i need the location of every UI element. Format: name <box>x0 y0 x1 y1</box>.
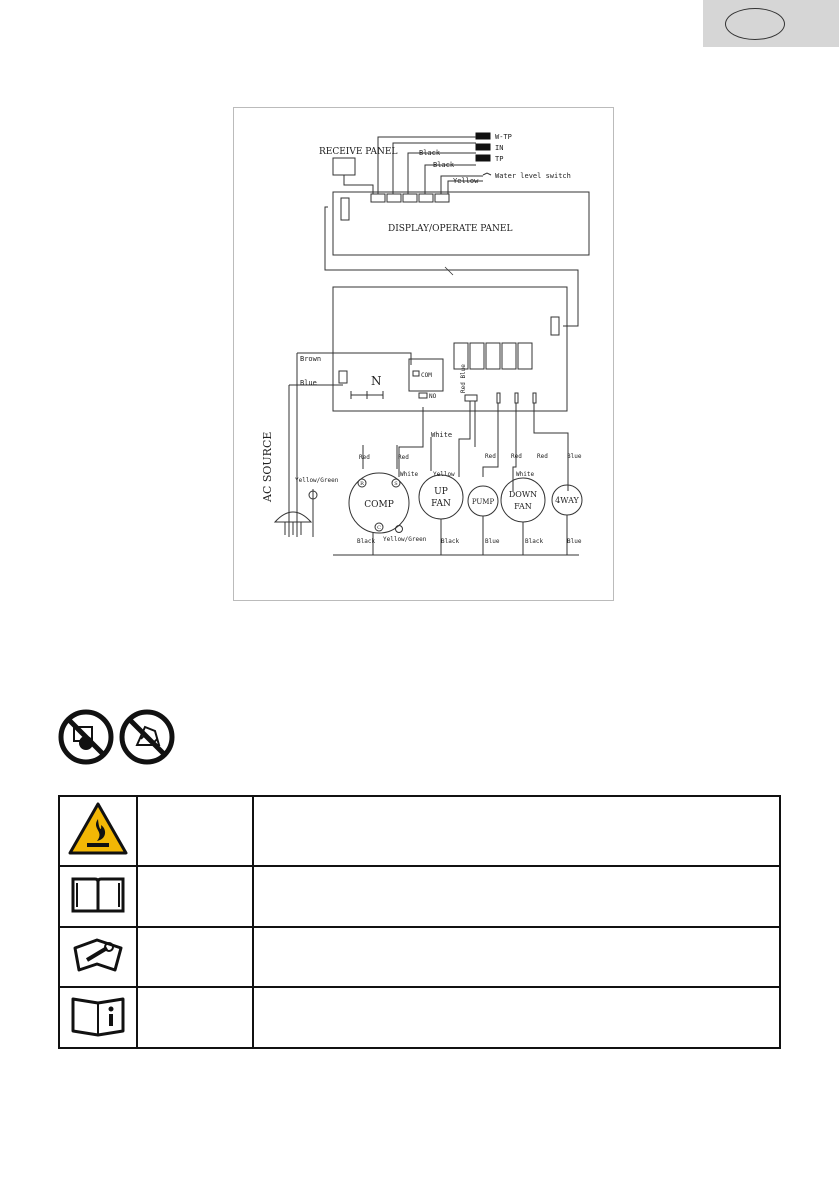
table-row <box>59 866 780 927</box>
wire-red-blue-relay: Red Blue <box>460 364 467 393</box>
language-tab <box>703 0 839 47</box>
symbol-description <box>253 796 780 866</box>
up-fan-label-2: FAN <box>431 499 451 509</box>
symbol-table <box>58 795 781 1049</box>
wire-yellow-top: Yellow <box>453 177 479 185</box>
wire-black-bottom-1: Black <box>357 538 376 545</box>
symbol-label <box>137 927 253 987</box>
up-fan-circle <box>419 475 463 519</box>
ac-source-label: AC SOURCE <box>261 431 274 502</box>
wire-white-down: White <box>516 471 535 478</box>
wire-black-1: Black <box>419 149 441 157</box>
wire-white-comp: White <box>400 471 419 478</box>
pump-label: PUMP <box>471 498 495 506</box>
comp-label: COMP <box>364 500 394 510</box>
wire-blue-bottom-2: Blue <box>567 538 582 545</box>
no-fire-hazard-icon <box>119 709 175 765</box>
sensor-label-tp: TP <box>495 155 504 163</box>
symbol-label <box>137 866 253 927</box>
symbol-label <box>137 987 253 1048</box>
language-oval <box>725 8 785 40</box>
symbol-description <box>253 927 780 987</box>
symbol-description <box>253 866 780 927</box>
read-manual-icon <box>69 873 127 915</box>
wire-brown: Brown <box>300 355 322 363</box>
symbol-description <box>253 987 780 1048</box>
comp-s: S <box>394 481 398 487</box>
wire-black-bottom-3: Black <box>525 538 544 545</box>
wire-blue-bottom-1: Blue <box>485 538 500 545</box>
terminal-n: N <box>371 374 382 388</box>
table-row <box>59 927 780 987</box>
wire-red-comp: Red <box>359 454 370 461</box>
wire-red-pump: Red <box>485 453 496 460</box>
terminal-com: COM <box>421 372 432 379</box>
wire-blue-4way: Blue <box>567 453 582 460</box>
table-row <box>59 796 780 866</box>
four-way-label: 4WAY <box>555 496 579 505</box>
wire-blue-main: Blue <box>300 379 317 387</box>
switch-symbol <box>483 173 491 175</box>
information-manual-icon <box>69 993 127 1037</box>
comp-r: R <box>360 481 364 487</box>
down-fan-label-2: FAN <box>514 502 532 511</box>
no-smoking-icon <box>58 709 114 765</box>
flammable-warning-icon <box>67 801 129 857</box>
wire-red-down: Red <box>511 453 522 460</box>
table-row <box>59 987 780 1048</box>
sensor-label-in: IN <box>495 144 504 152</box>
receive-panel-box <box>333 158 355 175</box>
down-fan-label-1: DOWN <box>508 490 538 499</box>
terminal-no: NO <box>429 393 437 400</box>
wire-yellow-green-bottom: Yellow/Green <box>383 536 427 543</box>
wire-yellow-green-ground: Yellow/Green <box>295 477 339 484</box>
wire-black-2: Black <box>433 161 455 169</box>
wire-red-comp-2: Red <box>398 454 409 461</box>
comp-c: C <box>377 525 381 531</box>
symbol-label <box>137 796 253 866</box>
display-panel-label: DISPLAY/OPERATE PANEL <box>388 224 513 234</box>
diagram-frame <box>234 108 614 601</box>
up-fan-label-1: UP <box>434 487 448 497</box>
sensor-label-water-level: Water level switch <box>495 172 571 180</box>
wire-white-top: White <box>431 431 453 439</box>
down-fan-circle <box>501 478 545 522</box>
wire-yellow-fan: Yellow <box>433 471 455 478</box>
wire-black-bottom-2: Black <box>441 538 460 545</box>
service-manual-icon <box>69 934 127 976</box>
tp-connector <box>476 155 490 161</box>
plug-symbol <box>275 512 311 522</box>
sensor-label-wtp: W-TP <box>495 133 512 141</box>
wire-red-down-2: Red <box>537 453 548 460</box>
wiring-diagram <box>233 107 614 601</box>
in-connector <box>476 144 490 150</box>
receive-panel-label: RECEIVE PANEL <box>319 147 398 157</box>
w-tp-connector <box>476 133 490 139</box>
